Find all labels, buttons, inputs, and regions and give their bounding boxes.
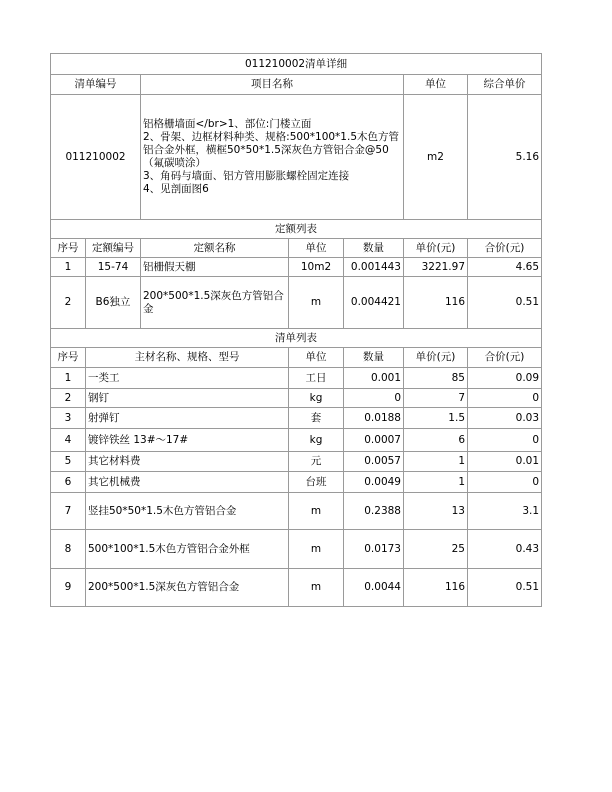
material-qty: 0.0057: [344, 452, 404, 472]
bill-detail-table: [50, 53, 542, 607]
material-qty: 0.0044: [344, 569, 404, 607]
quota-col-header: 定额名称: [141, 239, 289, 258]
material-unit: 元: [289, 452, 344, 472]
material-price: 1.5: [404, 408, 468, 429]
material-name: 其它材料费: [86, 452, 289, 472]
material-col-header: 单位: [289, 348, 344, 368]
material-row: [51, 472, 542, 493]
material-no: 7: [51, 493, 86, 530]
material-unit: m: [289, 530, 344, 569]
material-unit: kg: [289, 389, 344, 408]
material-qty: 0.0007: [344, 429, 404, 452]
material-row: [51, 368, 542, 389]
quota-section-title: 定额列表: [51, 220, 542, 239]
material-col-header: 数量: [344, 348, 404, 368]
material-row: [51, 493, 542, 530]
material-no: 2: [51, 389, 86, 408]
quota-price: 116: [404, 277, 468, 329]
name-header: 项目名称: [141, 75, 404, 95]
material-total: 0: [468, 429, 542, 452]
material-row: [51, 429, 542, 452]
quota-no: 1: [51, 258, 86, 277]
quota-col-header: 单位: [289, 239, 344, 258]
material-qty: 0.001: [344, 368, 404, 389]
material-total: 0.09: [468, 368, 542, 389]
material-name: 钢钉: [86, 389, 289, 408]
quota-col-header: 定额编号: [86, 239, 141, 258]
material-row: [51, 452, 542, 472]
item-unit: m2: [404, 95, 468, 220]
material-no: 8: [51, 530, 86, 569]
material-no: 1: [51, 368, 86, 389]
quota-col-header: 合价(元): [468, 239, 542, 258]
material-price: 13: [404, 493, 468, 530]
quota-total: 0.51: [468, 277, 542, 329]
material-total: 0: [468, 389, 542, 408]
quota-col-header: 数量: [344, 239, 404, 258]
quota-row: [51, 258, 542, 277]
material-name: 射弹钉: [86, 408, 289, 429]
material-price: 116: [404, 569, 468, 607]
material-total: 0.43: [468, 530, 542, 569]
quota-unit: 10m2: [289, 258, 344, 277]
item-code: 011210002: [51, 95, 141, 220]
material-price: 6: [404, 429, 468, 452]
unit-header: 单位: [404, 75, 468, 95]
material-unit: m: [289, 493, 344, 530]
quota-code: B6独立: [86, 277, 141, 329]
material-price: 7: [404, 389, 468, 408]
material-row: [51, 408, 542, 429]
material-qty: 0.2388: [344, 493, 404, 530]
material-unit: 套: [289, 408, 344, 429]
quota-code: 15-74: [86, 258, 141, 277]
quota-no: 2: [51, 277, 86, 329]
quota-name: 200*500*1.5深灰色方管铝合金: [141, 277, 289, 329]
material-qty: 0.0049: [344, 472, 404, 493]
material-row: [51, 530, 542, 569]
material-col-header: 合价(元): [468, 348, 542, 368]
quota-unit: m: [289, 277, 344, 329]
material-no: 5: [51, 452, 86, 472]
quota-col-header: 单价(元): [404, 239, 468, 258]
material-no: 3: [51, 408, 86, 429]
material-col-header: 单价(元): [404, 348, 468, 368]
table-title: 011210002清单详细: [51, 54, 542, 75]
material-col-header: 主材名称、规格、型号: [86, 348, 289, 368]
material-total: 0.03: [468, 408, 542, 429]
material-name: 镀锌铁丝 13#～17#: [86, 429, 289, 452]
material-qty: 0.0188: [344, 408, 404, 429]
item-description: 铝格栅墙面</br>1、部位:门楼立面 2、骨架、边框材料种类、规格:500*100*1.5木色方管铝合金外框，横框50*50*1.5深灰色方管铝合金@50（氟碳喷涂） 3、角码与墙面、铝方管用膨胀螺栓固定连接 4、见剖面图6: [141, 95, 404, 220]
material-name: 500*100*1.5木色方管铝合金外框: [86, 530, 289, 569]
material-no: 9: [51, 569, 86, 607]
material-price: 1: [404, 452, 468, 472]
item-price: 5.16: [468, 95, 542, 220]
material-total: 3.1: [468, 493, 542, 530]
quota-name: 铝栅假天棚: [141, 258, 289, 277]
quota-header-row: [51, 239, 542, 258]
material-unit: m: [289, 569, 344, 607]
quota-total: 4.65: [468, 258, 542, 277]
material-name: 200*500*1.5深灰色方管铝合金: [86, 569, 289, 607]
quota-row: [51, 277, 542, 329]
material-total: 0.01: [468, 452, 542, 472]
material-total: 0.51: [468, 569, 542, 607]
material-price: 1: [404, 472, 468, 493]
material-row: [51, 569, 542, 607]
material-name: 其它机械费: [86, 472, 289, 493]
material-unit: 台班: [289, 472, 344, 493]
material-name: 竖挂50*50*1.5木色方管铝合金: [86, 493, 289, 530]
material-total: 0: [468, 472, 542, 493]
material-qty: 0.0173: [344, 530, 404, 569]
material-price: 25: [404, 530, 468, 569]
quota-qty: 0.001443: [344, 258, 404, 277]
material-unit: 工日: [289, 368, 344, 389]
material-row: [51, 389, 542, 408]
price-header: 综合单价: [468, 75, 542, 95]
material-name: 一类工: [86, 368, 289, 389]
material-no: 6: [51, 472, 86, 493]
quota-col-header: 序号: [51, 239, 86, 258]
material-header-row: [51, 348, 542, 368]
material-unit: kg: [289, 429, 344, 452]
material-qty: 0: [344, 389, 404, 408]
bill-item-row: [51, 95, 542, 220]
material-section-title: 清单列表: [51, 329, 542, 348]
material-no: 4: [51, 429, 86, 452]
material-price: 85: [404, 368, 468, 389]
material-col-header: 序号: [51, 348, 86, 368]
quota-qty: 0.004421: [344, 277, 404, 329]
quota-price: 3221.97: [404, 258, 468, 277]
code-header: 清单编号: [51, 75, 141, 95]
